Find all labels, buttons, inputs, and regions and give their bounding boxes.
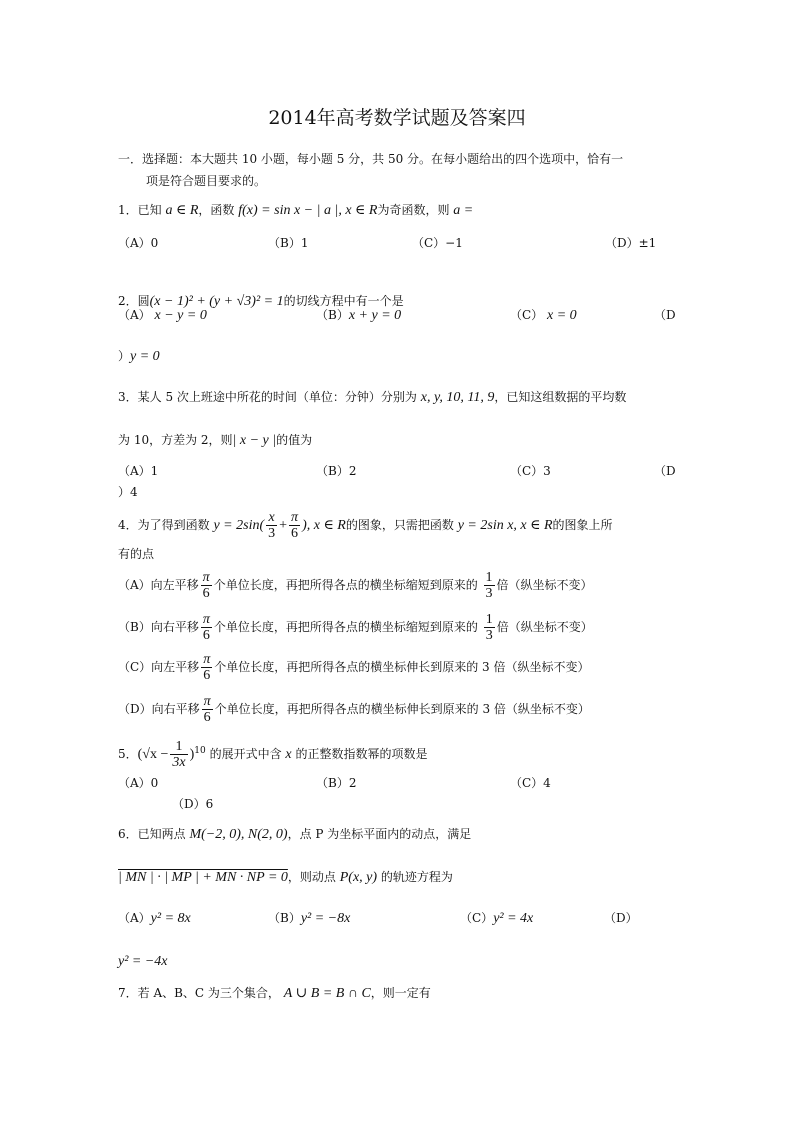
question-6-option-b: （B）y² = −8x [268,911,351,926]
question-5-option-d: （D）6 [172,797,214,811]
question-2-option-c: （C） x = 0 [510,308,577,323]
question-1-option-b: （B）1 [268,236,309,250]
question-2-stem: 2．圆(x − 1)² + (y + √3)² = 1的切线方程中有一个是 [118,294,404,309]
fraction-one-over-3x: $\frac{1}{3x}$ [172,739,186,770]
question-5-stem: 5．(√x − $\frac{1}{3x}$ )$^{10}$ 的展开式中含 x 的正整数指数幂的项数是 [118,739,428,770]
fraction-pi-over-6: $\frac{\pi}{6}$ [203,652,211,683]
question-6-option-c: （C）y² = 4x [460,911,534,926]
fraction-x-over-3: $\frac{x}{3}$ [268,510,276,541]
question-4-option-b: （B）向右平移 $\frac{\pi}{6}$ 个单位长度，再把所得各点的横坐标缩短到原来的 $\frac{1}{3}$ 倍（纵坐标不变） [118,612,593,643]
question-4-stem-line1: 4．为了得到函数 y = 2sin( $\frac{x}{3}$ + $\frac{\pi}{6}$ ), x ∈ R的图象，只需把函数 y = 2sin x, x ∈ R的图象上所 [118,510,613,541]
question-3-option-b: （B）2 [316,464,357,478]
question-3-stem-line2: 为 10，方差为 2，则| x − y |的值为 [118,433,313,448]
fraction-pi-over-6: $\frac{\pi}{6}$ [291,510,299,541]
question-2-option-b: （B）x + y = 0 [316,308,402,323]
question-5-option-c: （C）4 [510,776,551,790]
section-heading-line1: 一．选择题：本大题共 10 小题，每小题 5 分，共 50 分。在每小题给出的四个选项中，恰有一 [118,152,624,166]
question-2-option-d-label: （D [654,308,676,322]
question-1-stem: 1．已知 a ∈ R，函数 f(x) = sin x − | a |, x ∈ R为奇函数，则 a = [118,203,474,218]
question-1-option-d: （D）±1 [605,236,657,250]
question-1-option-c: （C）−1 [412,236,463,250]
question-3-option-d-label: （D [654,464,676,478]
fraction-one-third: $\frac{1}{3}$ [485,570,493,601]
question-2-option-d-value: ）y = 0 [118,349,160,364]
question-2-option-a: （A） x − y = 0 [118,308,207,323]
question-3-option-d-value: ）4 [118,485,138,499]
question-5-option-a: （A）0 [118,776,159,790]
question-5-option-b: （B）2 [316,776,357,790]
fraction-pi-over-6: $\frac{\pi}{6}$ [202,612,210,643]
question-6-option-d-value: y² = −4x [118,954,168,969]
question-4-option-d: （D）向右平移 $\frac{\pi}{6}$ 个单位长度，再把所得各点的横坐标伸长到原来的 3 倍（纵坐标不变） [118,694,590,725]
question-3-option-c: （C）3 [510,464,551,478]
question-6-option-a: （A）y² = 8x [118,911,191,926]
question-4-option-c: （C）向左平移 $\frac{\pi}{6}$ 个单位长度，再把所得各点的横坐标伸长到原来的 3 倍（纵坐标不变） [118,652,590,683]
question-4-stem-line2: 有的点 [118,547,155,561]
question-3-stem-line1: 3．某人 5 次上班途中所花的时间（单位：分钟）分别为 x, y, 10, 11, 9，已知这组数据的平均数 [118,390,627,405]
fraction-one-third: $\frac{1}{3}$ [485,612,493,643]
question-7-stem: 7．若 A、B、C 为三个集合， A ∪ B = B ∩ C，则一定有 [118,986,431,1001]
question-4-option-a: （A）向左平移 $\frac{\pi}{6}$ 个单位长度，再把所得各点的横坐标缩短到原来的 $\frac{1}{3}$ 倍（纵坐标不变） [118,570,593,601]
question-6-stem-line1: 6．已知两点 M(−2, 0), N(2, 0)，点 P 为坐标平面内的动点，满足 [118,827,472,842]
fraction-pi-over-6: $\frac{\pi}{6}$ [203,694,211,725]
page-title: 2014年高考数学试题及答案四 [268,107,526,129]
section-heading-line2: 项是符合题目要求的。 [146,174,267,188]
question-3-option-a: （A）1 [118,464,159,478]
question-6-option-d-label: （D） [604,911,638,925]
question-1-option-a: （A）0 [118,236,159,250]
fraction-pi-over-6: $\frac{\pi}{6}$ [202,570,210,601]
question-6-stem-line2: | MN | · | MP | + MN · NP = 0，则动点 P(x, y) 的轨迹方程为 [118,870,453,885]
